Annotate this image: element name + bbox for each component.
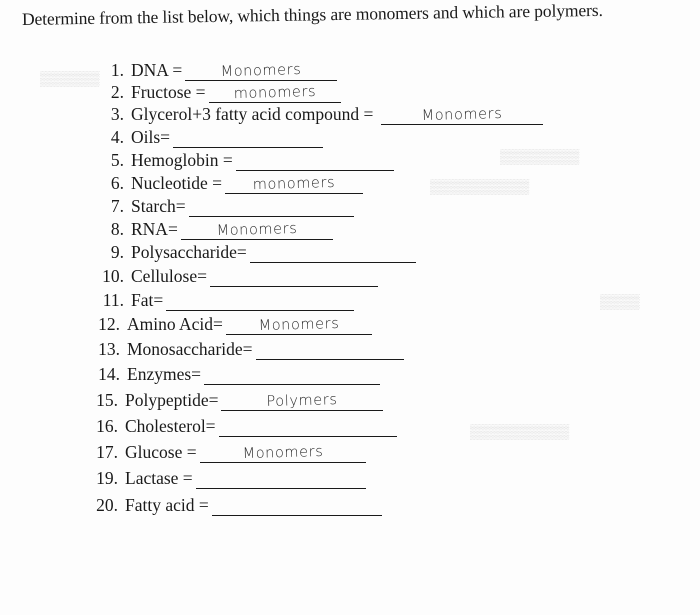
handwritten-answer: Monomers — [220, 61, 302, 81]
item-label: Starch= — [131, 196, 186, 216]
handwritten-answer — [212, 512, 382, 516]
handwritten-answer — [250, 259, 416, 263]
handwritten-answer — [210, 283, 378, 287]
list-item-polysaccharide — [98, 242, 416, 263]
answer-blank[interactable] — [250, 244, 416, 263]
item-number: 2. — [110, 82, 124, 102]
answer-blank[interactable] — [221, 392, 383, 411]
item-number: 5. — [110, 150, 124, 170]
list-item-polypeptide — [84, 390, 383, 411]
handwritten-answer: Monomers — [216, 220, 298, 240]
list-item-oils — [98, 127, 323, 148]
item-number: 17. — [96, 442, 118, 462]
item-number: 16. — [96, 416, 118, 436]
item-number: 20. — [96, 495, 118, 515]
item-number: 1. — [110, 60, 124, 80]
list-item-fructose — [98, 82, 341, 103]
item-label: Oils= — [131, 127, 171, 147]
item-label: Monosaccharide= — [127, 339, 253, 359]
item-label: Enzymes= — [127, 364, 202, 384]
bleed-through-text: ▒▒▒▒▒▒▒▒ — [500, 150, 580, 165]
answer-blank[interactable] — [256, 341, 404, 360]
item-label: Hemoglobin = — [131, 150, 233, 170]
answer-blank[interactable] — [166, 292, 354, 311]
list-item-rna — [98, 219, 333, 240]
list-item-hemoglobin — [98, 150, 394, 171]
item-label: Fatty acid = — [125, 495, 209, 515]
handwritten-answer — [166, 307, 354, 312]
item-number: 14. — [98, 364, 120, 384]
answer-blank[interactable] — [196, 470, 366, 489]
answer-blank[interactable] — [209, 84, 341, 103]
list-item-amino-acid — [86, 314, 372, 335]
item-label: Polysaccharide= — [131, 242, 247, 262]
handwritten-answer: Polymers — [266, 392, 339, 410]
item-number: 13. — [98, 339, 120, 359]
item-label: Polypeptide= — [125, 390, 219, 410]
answer-blank[interactable] — [236, 152, 394, 171]
list-item-dna — [98, 60, 337, 81]
list-item-glucose — [84, 442, 366, 463]
item-number: 7. — [110, 196, 124, 216]
item-label: Glucose = — [125, 442, 197, 462]
list-item-nucleotide — [98, 173, 363, 194]
item-label: Cellulose= — [131, 266, 207, 286]
handwritten-answer — [256, 356, 404, 360]
handwritten-answer: Monomers — [258, 315, 340, 335]
item-number: 15. — [96, 390, 118, 410]
bleed-through-text: ▒▒▒▒▒▒▒▒▒▒ — [470, 425, 570, 440]
answer-blank[interactable] — [210, 268, 378, 287]
answer-blank[interactable] — [381, 106, 543, 125]
bleed-through-text: ▒▒▒▒▒▒ — [40, 72, 100, 87]
list-item-monosaccharide — [86, 339, 404, 360]
item-number: 8. — [110, 219, 124, 239]
item-number: 11. — [102, 290, 124, 310]
answer-blank[interactable] — [185, 62, 337, 81]
answer-blank[interactable] — [225, 175, 363, 194]
handwritten-answer — [204, 381, 380, 386]
item-label: Glycerol+3 fatty acid compound = — [131, 104, 374, 124]
list-item-fatty-acid — [84, 495, 382, 516]
list-item-fat — [92, 290, 354, 311]
bleed-through-text: ▒▒▒▒ — [600, 295, 640, 310]
item-label: Nucleotide = — [131, 173, 223, 193]
handwritten-answer — [236, 167, 394, 171]
answer-blank[interactable] — [204, 366, 380, 385]
bleed-through-text: ▒▒▒▒▒▒▒▒▒▒ — [430, 180, 530, 195]
handwritten-answer: Monomers — [241, 443, 324, 463]
answer-blank[interactable] — [226, 316, 372, 335]
item-label: DNA = — [131, 60, 183, 80]
answer-blank[interactable] — [181, 221, 333, 240]
item-number: 9. — [110, 242, 124, 262]
answer-blank[interactable] — [173, 129, 323, 148]
handwritten-answer: monomers — [252, 174, 336, 194]
item-label: Lactase = — [125, 468, 193, 488]
item-label: Fat= — [131, 290, 164, 310]
item-number: 4. — [110, 127, 124, 147]
handwritten-answer: Monomers — [421, 105, 503, 125]
item-label: Amino Acid= — [127, 314, 223, 334]
item-number: 3. — [110, 104, 124, 124]
item-label: Cholesterol= — [125, 416, 216, 436]
list-item-glycerol — [98, 104, 543, 125]
answer-blank[interactable] — [219, 418, 397, 437]
item-number: 10. — [102, 266, 124, 286]
item-label: RNA= — [131, 219, 178, 239]
handwritten-answer: monomers — [233, 83, 316, 103]
item-label: Fructose = — [131, 82, 206, 102]
handwritten-answer — [189, 213, 354, 217]
handwritten-answer — [219, 433, 397, 438]
answer-blank[interactable] — [200, 444, 366, 463]
item-number: 12. — [98, 314, 120, 334]
list-item-enzymes — [86, 364, 380, 385]
list-item-cellulose — [92, 266, 378, 287]
item-number: 6. — [110, 173, 124, 193]
handwritten-answer — [196, 485, 366, 489]
answer-blank[interactable] — [212, 497, 382, 516]
list-item-lactase — [84, 468, 366, 489]
answer-blank[interactable] — [189, 198, 354, 217]
list-item-cholesterol — [84, 416, 397, 437]
list-item-starch — [98, 196, 354, 217]
item-number: 19. — [96, 468, 118, 488]
handwritten-answer — [173, 144, 323, 148]
worksheet-instructions: Determine from the list below, which things are monomers and which are polymers. — [21, 0, 603, 29]
